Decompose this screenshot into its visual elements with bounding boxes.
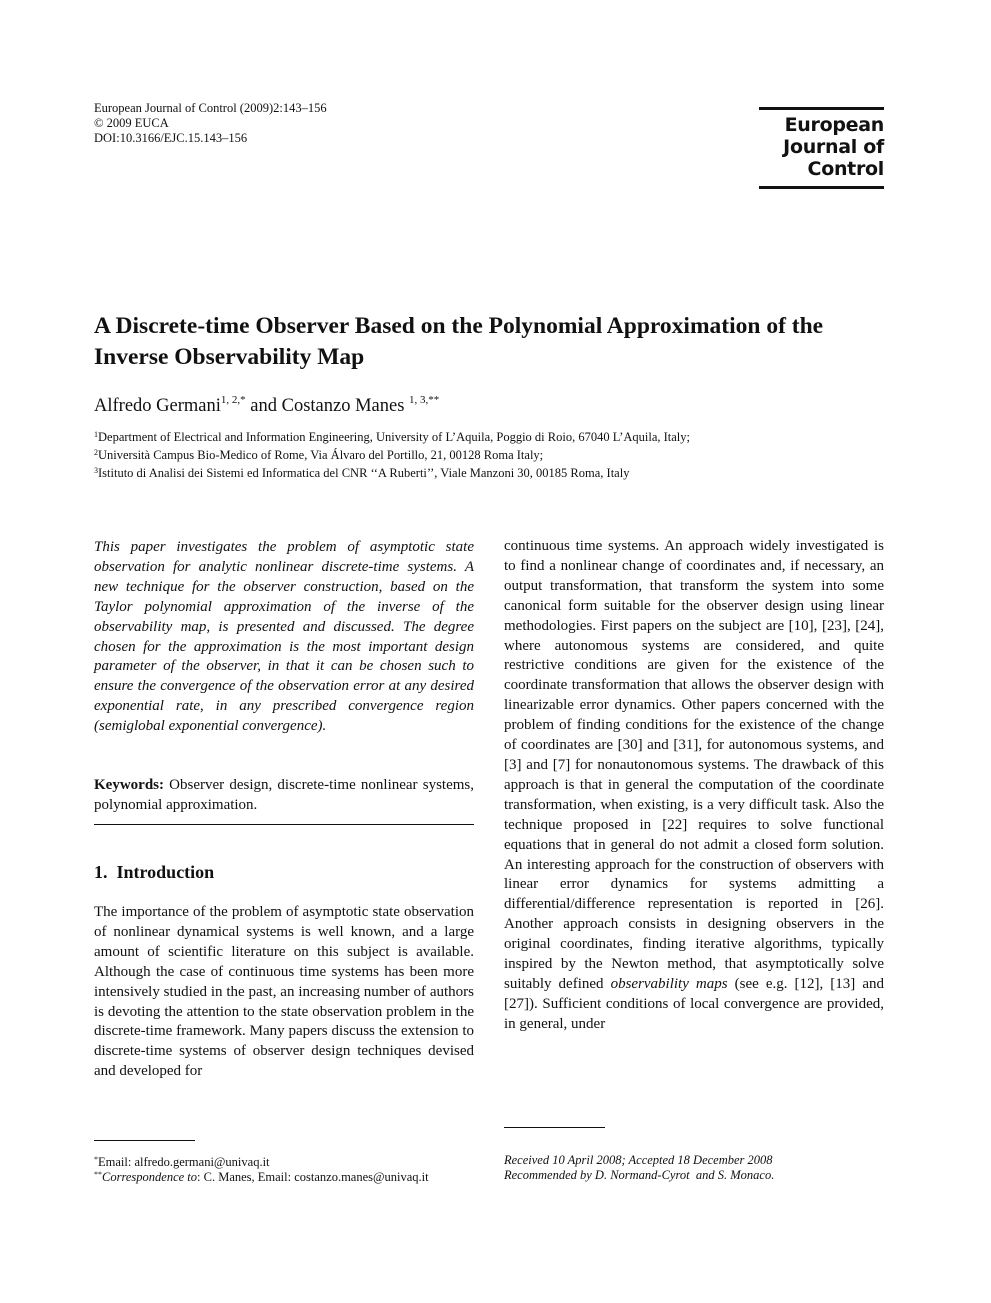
author-line (94, 394, 439, 417)
journal-metadata (94, 101, 327, 146)
paper-title: A Discrete-time Observer Based on the Polynomial Approximation of the Inverse Observability Map (94, 313, 824, 370)
logo-line-1: European (784, 114, 884, 136)
intro-paragraph-right (504, 537, 884, 1035)
recommended-by: Recommended by D. Normand-Cyrot and S. Monaco. (504, 1168, 775, 1182)
affiliation-2 (94, 445, 690, 463)
section-number: 1. (94, 862, 108, 882)
author-1-affil: 1, 2,* (220, 394, 246, 406)
section-title: Introduction (116, 862, 215, 882)
footnote-email-text: Email: alfredo.germani@univaq.it (98, 1155, 270, 1169)
logo-line-3: Control (807, 158, 884, 180)
keywords-label: Keywords: (94, 777, 164, 793)
journal-logo (759, 107, 884, 189)
author-2-affil: 1, 3,** (409, 394, 440, 406)
logo-line-2: Journal of (783, 136, 884, 158)
abstract: This paper investigates the problem of asymptotic state observation for analytic nonlinear discrete-time systems. A new technique for the observer construction, based on the Taylor polynomial approximation of the inverse of the observability map, is presented and discussed. The degree chosen for the approximation is the most important design parameter of the observer, in that it can be chosen such to ensure the convergence of the observation error at any desired exponential rate, in any prescribed convergence region (semiglobal exponential convergence). (94, 539, 474, 735)
footnote-correspondence-text: : C. Manes, Email: costanzo.manes@univaq.it (197, 1170, 429, 1184)
footnote-correspondence (94, 1167, 429, 1185)
intro-right-text-2: (see e.g. [12], [13] and [27]). Sufficient conditions of local convergence are provided, in general, under (504, 975, 884, 1032)
logo-text (783, 114, 884, 180)
affiliation-1-mark: 1 (94, 430, 98, 439)
footnote-correspondence-label: Correspondence to (102, 1170, 198, 1184)
affiliation-3-text: Istituto di Analisi dei Sistemi ed Informatica del CNR ‘‘A Ruberti’’, Viale Manzoni 30, 00185 Roma, Italy (98, 466, 630, 480)
copyright-notice: © 2009 EUCA (94, 116, 169, 130)
intro-right-italic: observability maps (610, 975, 728, 992)
received-dates: Received 10 April 2008; Accepted 18 December 2008 (504, 1153, 773, 1167)
footnote-correspondence-mark: ** (94, 1170, 102, 1179)
affiliation-3 (94, 463, 690, 481)
abstract-divider (94, 824, 474, 825)
affiliations (94, 427, 690, 481)
footnote-rule-left (94, 1140, 195, 1141)
logo-top-rule (759, 107, 884, 110)
keywords-text: Observer design, discrete-time nonlinear systems, polynomial approximation. (94, 777, 474, 813)
author-1: Alfredo Germani (94, 396, 221, 416)
footnote-email-mark: * (94, 1155, 98, 1164)
doi: DOI:10.3166/EJC.15.143–156 (94, 131, 248, 145)
journal-citation: European Journal of Control (2009)2:143–156 (94, 101, 327, 115)
author-2: and Costanzo Manes (245, 396, 410, 416)
footnote-rule-right (504, 1127, 605, 1128)
affiliation-3-mark: 3 (94, 466, 98, 475)
affiliation-2-text: Università Campus Bio-Medico of Rome, Via Álvaro del Portillo, 21, 00128 Roma Italy; (98, 448, 544, 462)
keywords (94, 776, 474, 816)
affiliation-1 (94, 427, 690, 445)
affiliation-2-mark: 2 (94, 448, 98, 457)
affiliation-1-text: Department of Electrical and Information Engineering, University of L’Aquila, Poggio di Roio, 67040 L’Aquila, Italy; (98, 430, 691, 444)
logo-bottom-rule (759, 186, 884, 189)
section-heading (94, 862, 214, 883)
intro-right-text-1: continuous time systems. An approach widely investigated is to find a nonlinear change of coordinates and, if necessary, an output transformation, that transform the system into some canonical form suitable for the observer design using linear methodologies. First papers on the subject are [10], [23], [24], where autonomous systems are considered, and quite restrictive conditions are given for the existence of the coordinate transformation that allows the observer design with linearizable error dynamics. Other papers concerned with the problem of finding conditions for the existence of the change of coordinates are [30] and [31], for autonomous systems, and [3] and [7] for nonautonomous systems. The drawback of this approach is that in general the computation of the coordinate transformation, when existing, is a very difficult task. Also the technique proposed in [22] requires to solve functional equations that in general do not admit a closed form solution. An interesting approach for the construction of observers with linear error dynamics for systems admitting a differential/difference representation is reported in [26]. Another approach consists in designing observers in the original coordinates, finding iterative algorithms, typically inspired by the Newton method, that asymptotically solve suitably defined (504, 538, 884, 992)
intro-paragraph-left: The importance of the problem of asymptotic state observation of nonlinear dynamical systems is well known, and a large amount of scientific literature on this subject is available. Although the case of continuous time systems has been more intensively studied in the past, an increasing number of authors is devoting the attention to the state observation problem in the discrete-time framework. Many papers discuss the extension to discrete-time systems of observer design techniques devised and developed for (94, 904, 474, 1080)
